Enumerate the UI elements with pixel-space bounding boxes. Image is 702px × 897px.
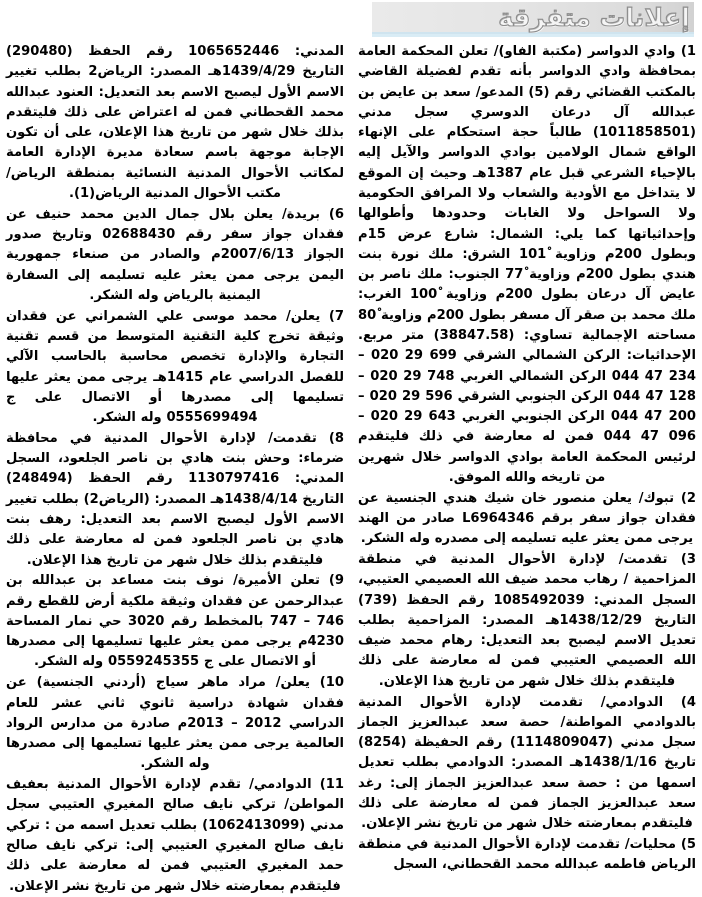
ad-item — [6, 205, 344, 306]
ad-number: 5) — [680, 836, 696, 852]
ad-text: وادي الدواسر (مكتبة الفاو)/ تعلن المحكمة العامة بمحافظة وادي الدواسر بأنه تقدم لفضيلة القاضي بالمكتب القضائي رقم (5) المدعو/ سعد بن عايض بن عبدالله آل درعان الدوسري سجل مدني (1011858501) طالباً حجة استحكام على الإنهاء الواقع شمال الولامين بوادي الدواسر والآيل إليه بالإحياء الشرعي قبل عام 1387هـ وحيث إن الموقع لا يتداخل مع الأودية والشعاب ولا المرافق الحكومية ولا السواحل ولا الغابات وحدودها وأطوالها وإحداثياتها كما يلي: الشمال: شارع عرض 15م وبطول 200م وزاوية 101ْ الشرق: ملك نورة بنت هندي بطول 200م وزاوية 77ْ الجنوب: ملك ناصر بن عايض آل درعان بطول 200م وزاوية 100ْ الغرب: ملك محمد بن صقر آل مسفر بطول 200م وزاوية 80ْ مساحته الإجمالية تساوي: (38847.58) متر مربع. الإحداثيات: الركن الشمالي الشرقي 699 29 020 – 234 47 044 الركن الشمالي الغربي 748 29 020 – 128 47 044 الركن الجنوبي الشرقي 596 29 020 – 200 47 044 الركن الجنوبي الغربي 643 29 020 – 096 47 044 فمن له معارضة في ذلك فليتقدم لرئيس المحكمة العامة بوادي الدواسر خلال شهرين من تاريخه والله الموفق. — [358, 44, 697, 485]
ad-text: تبوك/ يعلن منصور خان شيك هندي الجنسية عن فقدان جواز سفر برقم L6964346 صادر من الهند يرجى ممن يعثر عليه تسليمه إلى مصدره وله الشكر. — [358, 490, 697, 547]
ad-text: المدني: 1065652446 رقم الحفظ (290480) التاريخ 1439/4/29هـ المصدر: الرياض2 بطلب تغيير الاسم الأول ليصبح الاسم بعد التعديل: العنود عبدالله محمد القحطاني فمن له اعتراض على ذلك فليتقدم بذلك خلال شهر من تاريخ هذا الإعلان، على أن تكون الإجابة موجهة باسم سعادة مديرة الإدارة العامة لمكاتب الأحوال المدنية النسائية بمنطقة الرياض/ مكتب الأحوال المدنية الرياض(1). — [6, 44, 344, 201]
ad-item — [358, 835, 696, 876]
ad-number: 6) — [328, 206, 344, 222]
ad-number: 8) — [328, 430, 345, 446]
ad-number: 4) — [680, 694, 696, 710]
ad-item — [6, 307, 344, 429]
ad-item — [6, 673, 344, 774]
ad-text: الدوادمي/ تقدمت لإدارة الأحوال المدنية بالدوادمي المواطنة/ حصة سعد عبدالعزيز الجماز سجل مدني (1114809047) رقم الحفيظة (8254) تاريخ 1438/1/16هـ المصدر: الدوادمي بطلب تعديل اسمها من : حصة سعد عبدالعزيز الجماز إلى: رغد سعد عبدالعزيز الجماز فمن له معارضة على ذلك فليتقدم بمعارضته خلال شهر من تاريخ نشر الإعلان. — [358, 694, 697, 832]
ad-text: يعلن/ مراد ماهر سياج (أردني الجنسية) عن فقدان شهادة دراسية ثانوي ثاني عشر للعام الدراسي 2012 – 2013م صادرة من مدارس الرواد العالمية يرجى ممن يعثر عليها تسليمها إلى مصدرها وله الشكر. — [6, 675, 344, 772]
ad-number: 1) — [680, 44, 696, 59]
ad-item — [358, 693, 696, 835]
ad-text: الدوادمي/ تقدم لإدارة الأحوال المدنية بعفيف المواطن/ تركي نايف صالح المغيري العتيبي سجل مدني (1062413099) بطلب تعديل اسمه من : تركي نايف صالح المغيري العتيبي إلى: تركي نايف صالح حمد المغيري العتيبي فمن له معارضة على ذلك فليتقدم بمعارضته خلال شهر من تاريخ نشر الإعلان. — [6, 777, 344, 894]
ad-item — [6, 775, 344, 897]
ad-text: تقدمت/ لإدارة الأحوال المدنية في محافظة ضرماء: وحش بنت هادي بن ناصر الجلعود، السجل المدني: 1130797416 رقم الحفظ (248494) التاريخ 1438/4/14هـ المصدر: (الرياض2) بطلب تغيير الاسم الأول ليصبح الاسم بعد التعديل: رهف بنت هادي بن ناصر الجلعود فمن له معارضة على ذلك فليتقدم بذلك خلال شهر من تاريخ هذا الإعلان. — [6, 430, 344, 568]
ad-number: 10) — [319, 675, 344, 691]
ad-number: 2) — [680, 490, 696, 506]
ad-number: 7) — [328, 308, 344, 324]
column-right — [358, 42, 697, 873]
ad-item — [6, 429, 344, 571]
ad-item — [358, 489, 696, 550]
ad-number: 11) — [319, 777, 344, 793]
ad-text: تعلن الأميرة/ نوف بنت مساعد بن عبدالله بن عبدالرحمن عن فقدان وثيقة ملكية أرض للقطع رقم 746 – 747 بالمخطط رقم 3020 حي نمار المساحة 4230م يرجى ممن يعثر عليها تسليمها إلى مصدرها أو الاتصال على ج 0559245355 وله الشكر. — [6, 573, 344, 670]
ad-text: محليات/ تقدمت لإدارة الأحوال المدنية في منطقة الرياض فاطمه عبدالله محمد القحطاني، السجل — [358, 836, 696, 873]
classifieds-body — [6, 42, 697, 894]
section-banner — [372, 2, 694, 34]
ad-text: يعلن/ محمد موسى علي الشمراني عن فقدان وثيقة تخرج كلية التقنية المتوسط من قسم تقنية التجارة والإدارة تخصص محاسبة بالحاسب الآلي للفصل الدراسي عام 1415هـ يرجى ممن يعثر عليها تسليمها إلى مصدرها أو الاتصال على ج 0555699494 وله الشكر. — [6, 308, 344, 426]
ad-number: 3) — [680, 552, 697, 568]
ad-item — [358, 550, 696, 692]
ad-item — [358, 42, 696, 488]
ad-item — [6, 571, 344, 672]
section-title: إعلانات متفرقة — [498, 2, 690, 32]
ad-text: بريدة/ يعلن بلال جمال الدين محمد حنيف عن فقدان جواز سفر رقم 02688430 وتاريخ صدور الجواز 2007/6/13م والصادر من صنعاء جمهورية اليمن يرجى ممن يعثر عليه تسليمه إلى السفارة اليمنية بالرياض وله الشكر. — [6, 206, 344, 303]
ad-number: 9) — [328, 573, 344, 589]
ad-item-continuation — [6, 42, 344, 204]
ad-text: تقدمت/ لإدارة الأحوال المدنية في منطقة المزاحمية / رهاب محمد ضيف الله العصيمي العتيبي، السجل المدني: 1085492039 رقم الحفظ (739) التاريخ 1438/12/29هـ المصدر: المزاحمية بطلب تعديل الاسم ليصبح بعد التعديل: رهام محمد ضيف الله العصيمي العتيبي فمن له معارضة على ذلك فليتقدم بذلك خلال شهر من تاريخ هذا الإعلان. — [358, 552, 696, 689]
page-header — [8, 0, 694, 40]
banner-underline — [372, 34, 694, 37]
column-left — [6, 42, 345, 894]
